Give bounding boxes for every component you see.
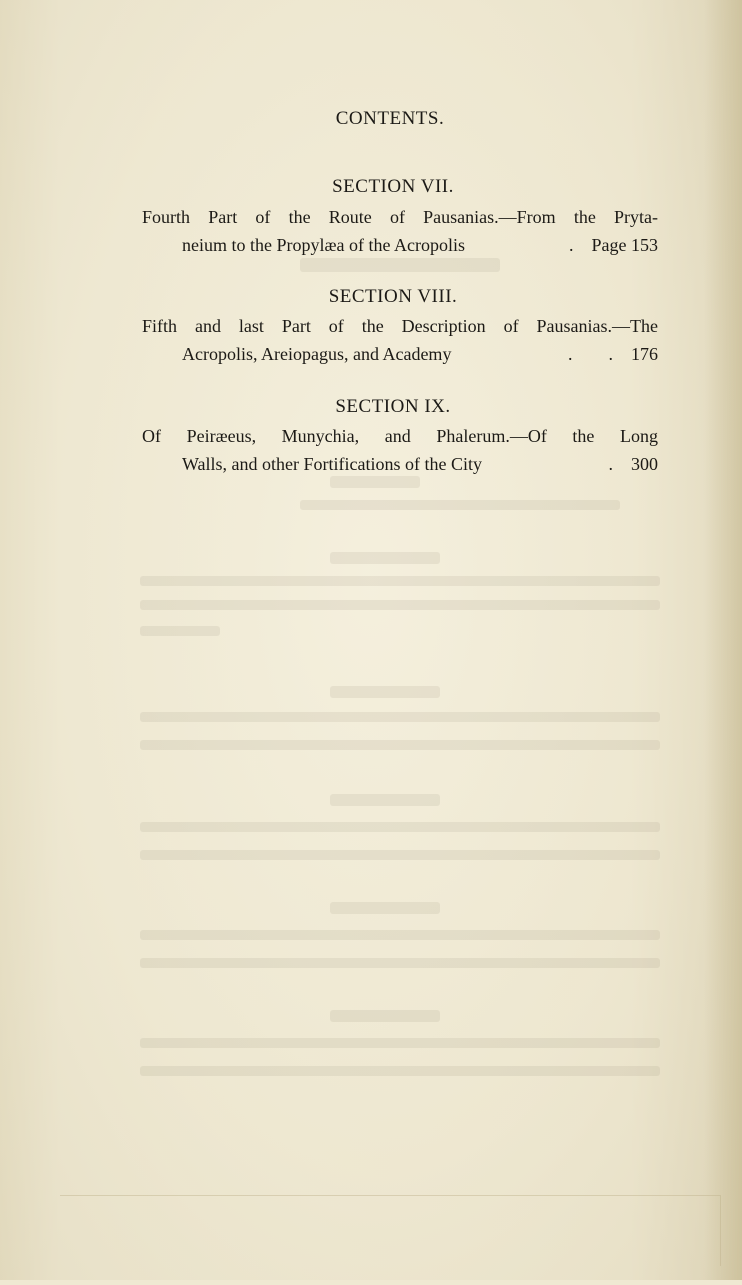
- section-9-line-1: Of Peiræeus, Munychia, and Phalerum.—Of the Long: [142, 426, 658, 446]
- section-9-line-2: [182, 454, 658, 475]
- section-7-leader: .: [569, 235, 574, 255]
- section-8-line-2: [182, 344, 658, 365]
- section-7-page-number: Page 153: [591, 235, 658, 255]
- section-8-line-1: Fifth and last Part of the Description of Pausanias.—The: [142, 316, 658, 336]
- section-9-page-number: 300: [631, 454, 658, 474]
- section-8-page-number: 176: [631, 344, 658, 364]
- section-7-line-2: [182, 235, 658, 256]
- section-heading-7: SECTION VII.: [332, 176, 454, 197]
- page-title: CONTENTS.: [335, 108, 445, 129]
- section-8-leader: . .: [568, 344, 613, 364]
- section-9-entry-text: Walls, and other Fortifications of the City: [182, 454, 482, 474]
- section-heading-9: SECTION IX.: [335, 396, 451, 417]
- section-9-leader: .: [608, 454, 613, 474]
- section-7-entry-text: neium to the Propylæa of the Acropolis: [182, 235, 465, 255]
- section-8-entry-text: Acropolis, Areiopagus, and Academy: [182, 344, 452, 364]
- section-7-line-1: Fourth Part of the Route of Pausanias.—From the Pryta-: [142, 207, 658, 227]
- section-heading-8: SECTION VIII.: [328, 286, 458, 307]
- page-edge-fold: [60, 1195, 721, 1266]
